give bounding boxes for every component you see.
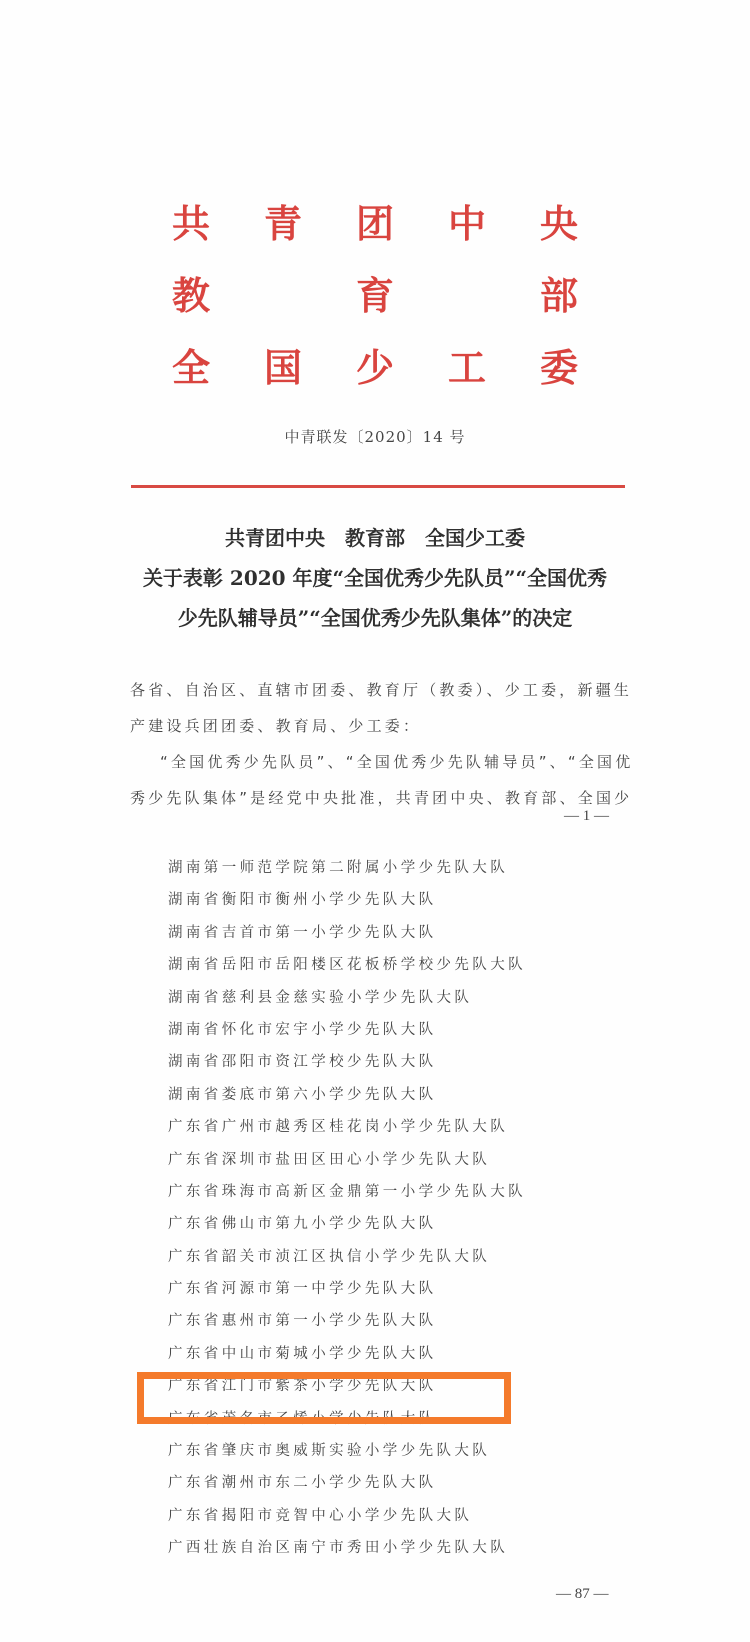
letterhead-char: 共 xyxy=(171,201,210,246)
document-number: 中青联发〔2020〕14 号 xyxy=(284,428,466,446)
list-item: 湖南省岳阳市岳阳楼区花板桥学校少先队大队 xyxy=(168,957,526,974)
title-line: 共青团中央 教育部 全国少工委 xyxy=(225,526,525,550)
list-item: 广西壮族自治区南宁市秀田小学少先队大队 xyxy=(168,1540,509,1557)
list-item: 广东省惠州市第一小学少先队大队 xyxy=(168,1313,437,1330)
letterhead-char: 少 xyxy=(355,345,394,390)
honoree-list xyxy=(168,852,526,1565)
letterhead-char: 委 xyxy=(539,345,578,390)
orange-highlight-box xyxy=(137,1372,511,1424)
list-item: 湖南省衡阳市衡州小学少先队大队 xyxy=(168,892,437,909)
list-item: 广东省中山市菊城小学少先队大队 xyxy=(168,1345,437,1362)
letterhead-char: 中 xyxy=(447,201,486,246)
title-line: 少先队辅导员”“全国优秀少先队集体”的决定 xyxy=(177,606,573,630)
title-line: 关于表彰 2020 年度“全国优秀少先队员”“全国优秀 xyxy=(142,566,608,590)
letterhead-char: 教 xyxy=(171,273,210,318)
page-number: — 87 — xyxy=(556,1586,609,1602)
list-item: 广东省广州市越秀区桂花岗小学少先队大队 xyxy=(168,1119,509,1136)
highlighted-list-item: 广东省江门市紫茶小学少先队大队 xyxy=(168,1378,437,1395)
list-item: 湖南省吉首市第一小学少先队大队 xyxy=(168,924,437,941)
letterhead-row-3 xyxy=(170,332,580,404)
letterhead-char: 全 xyxy=(171,345,210,390)
list-item: 广东省茂名市乙烯小学少先队大队 xyxy=(168,1410,437,1427)
list-item: 广东省佛山市第九小学少先队大队 xyxy=(168,1216,437,1233)
red-divider-line xyxy=(131,485,625,488)
body-paragraphs xyxy=(130,672,634,816)
document-title xyxy=(0,518,750,638)
list-item: 广东省韶关市浈江区执信小学少先队大队 xyxy=(168,1248,491,1265)
letterhead-char: 国 xyxy=(263,345,302,390)
letterhead-char: 团 xyxy=(355,201,394,246)
list-item: 湖南省娄底市第六小学少先队大队 xyxy=(168,1086,437,1103)
list-item: 广东省揭阳市竞智中心小学少先队大队 xyxy=(168,1507,473,1524)
paragraph-line: 秀少先队集体”是经党中央批准，共青团中央、教育部、全国少 xyxy=(130,789,633,807)
red-letterhead xyxy=(170,188,580,404)
list-item: 广东省潮州市东二小学少先队大队 xyxy=(168,1475,437,1492)
salutation-line: 各省、自治区、直辖市团委、教育厅（教委）、少工委，新疆生 xyxy=(130,681,633,699)
list-item: 湖南省邵阳市资江学校少先队大队 xyxy=(168,1054,437,1071)
page-number: — 1 — xyxy=(564,808,609,824)
letterhead-char: 工 xyxy=(447,345,486,390)
list-item: 广东省肇庆市奥威斯实验小学少先队大队 xyxy=(168,1443,491,1460)
letterhead-row-1 xyxy=(170,188,580,260)
letterhead-row-2 xyxy=(170,260,580,332)
letterhead-char: 育 xyxy=(355,273,394,318)
list-item: 广东省河源市第一中学少先队大队 xyxy=(168,1281,437,1298)
letterhead-char: 青 xyxy=(263,201,302,246)
list-item: 广东省珠海市高新区金鼎第一小学少先队大队 xyxy=(168,1183,526,1200)
list-item: 湖南第一师范学院第二附属小学少先队大队 xyxy=(168,860,509,876)
letterhead-char: 央 xyxy=(539,201,578,246)
list-item: 广东省深圳市盐田区田心小学少先队大队 xyxy=(168,1151,491,1168)
list-item: 湖南省怀化市宏宇小学少先队大队 xyxy=(168,1021,437,1038)
list-item: 湖南省慈利县金慈实验小学少先队大队 xyxy=(168,989,473,1006)
letterhead-char: 部 xyxy=(539,273,578,318)
salutation-line: 产建设兵团团委、教育局、少工委： xyxy=(130,717,422,735)
paragraph-line: “全国优秀少先队员”、“全国优秀少先队辅导员”、“全国优 xyxy=(160,753,634,771)
